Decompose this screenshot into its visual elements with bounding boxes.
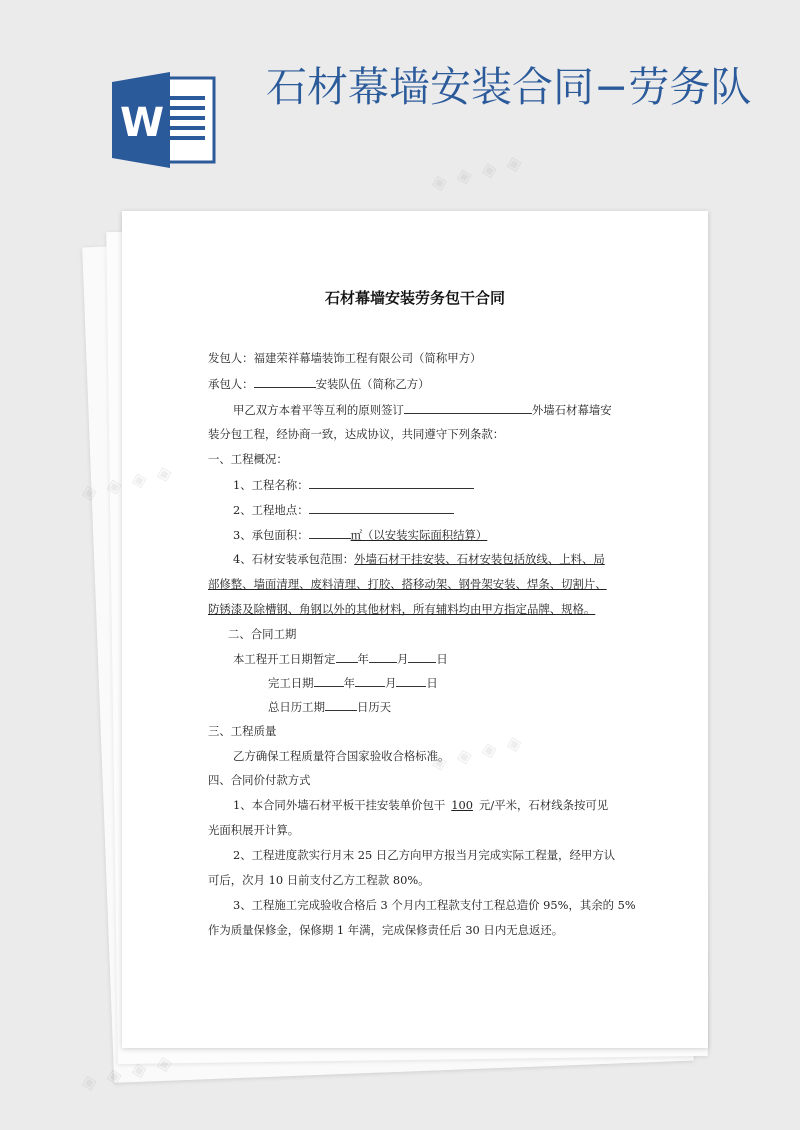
doc-text: 元/平米，石材线条按可见 [479,798,609,812]
doc-text: 日 [436,652,448,666]
document-page [122,211,708,1048]
doc-text: 日历天 [356,700,392,714]
doc-text: 4、石材安装承包范围： [233,552,355,566]
doc-line: 部修整、墙面清理、废料清理、打胶、搭移动架、钢骨架安装、焊条、切割片、 [208,577,607,591]
doc-text: 完工日期 [268,676,314,690]
blank-underline [309,501,454,514]
doc-text: 外墙石材干挂安装、石材安装包括放线、上料、局 [354,552,605,566]
doc-line: 2、工程进度款实行月末 25 日乙方向甲方报当月完成实际工程量，经甲方认 [233,848,616,862]
blank-underline [254,375,316,388]
doc-line [233,797,608,813]
doc-line [268,674,438,691]
doc-line [233,476,474,493]
watermark: ◈ [78,1067,102,1096]
watermark: ◈ [78,477,102,506]
banner-title: 石材幕墙安装合同−劳务队 [266,63,752,111]
document-title: 石材幕墙安装劳务包干合同 [324,289,505,307]
doc-text: 月 [396,652,409,666]
blank-underline [309,476,474,489]
doc-heading: 一、工程概况： [208,452,288,466]
blank-underline [408,650,436,663]
doc-text: 承包人： [208,377,254,391]
doc-line [268,698,391,715]
doc-text: 日 [426,676,438,690]
doc-line: 3、工程施工完成验收合格后 3 个月内工程款支付工程总造价 95%，其余的 5% [233,898,636,912]
doc-heading: 二、合同工期 [228,627,297,641]
doc-line: 作为质量保修金，保修期 1 年满，完成保修责任后 30 日内无息返还。 [208,923,564,937]
blank-underline [396,674,426,687]
doc-text: 本工程开工日期暂定 [233,652,336,666]
doc-line [233,501,454,518]
blank-underline [355,674,385,687]
blank-underline [314,674,344,687]
doc-text: 年 [357,652,369,666]
doc-line [233,526,487,543]
blank-underline [309,526,351,539]
doc-line [208,375,430,392]
doc-text: 年 [343,676,355,690]
doc-line: 光面积展开计算。 [208,823,300,837]
doc-line: 装分包工程，经协商一致，达成协议，共同遵守下列条款： [208,427,505,441]
doc-line [233,650,448,667]
doc-text: 安装队伍（简称乙方） [315,377,430,391]
doc-line [233,551,605,567]
doc-line: 可后，次月 10 日前支付乙方工程款 80%。 [208,873,430,887]
doc-text: 总日历工期 [268,700,325,714]
doc-text: 3、承包面积： [233,528,309,542]
doc-text: 1、工程名称： [233,478,309,492]
word-document-icon [112,70,220,170]
doc-line: 防锈漆及除槽钢、角钢以外的其他材料，所有辅料均由甲方指定品牌、规格。 [208,602,596,616]
doc-text: 月 [384,676,397,690]
doc-line: 乙方确保工程质量符合国家验收合格标准。 [233,749,450,763]
svg-text:W: W [120,100,165,146]
doc-line [233,401,612,418]
doc-heading: 四、合同价付款方式 [208,773,311,787]
doc-text: 2、工程地点： [233,503,309,517]
doc-text: 1、本合同外墙石材平板干挂安装单价包干 [233,798,446,812]
blank-underline [404,401,532,414]
blank-underline [325,698,357,711]
doc-heading: 三、工程质量 [208,724,277,738]
doc-text: ㎡（以安装实际面积结算） [350,528,488,542]
blank-underline [336,650,358,663]
doc-line: 发包人：福建荣祥幕墙装饰工程有限公司（简称甲方） [208,351,482,365]
doc-text: 外墙石材幕墙安 [531,403,612,417]
watermark: ◈ ◈ ◈ ◈ [428,148,527,196]
blank-underline [369,650,397,663]
price-value: 100 [451,798,474,812]
doc-text: 甲乙双方本着平等互利的原则签订 [233,403,404,417]
